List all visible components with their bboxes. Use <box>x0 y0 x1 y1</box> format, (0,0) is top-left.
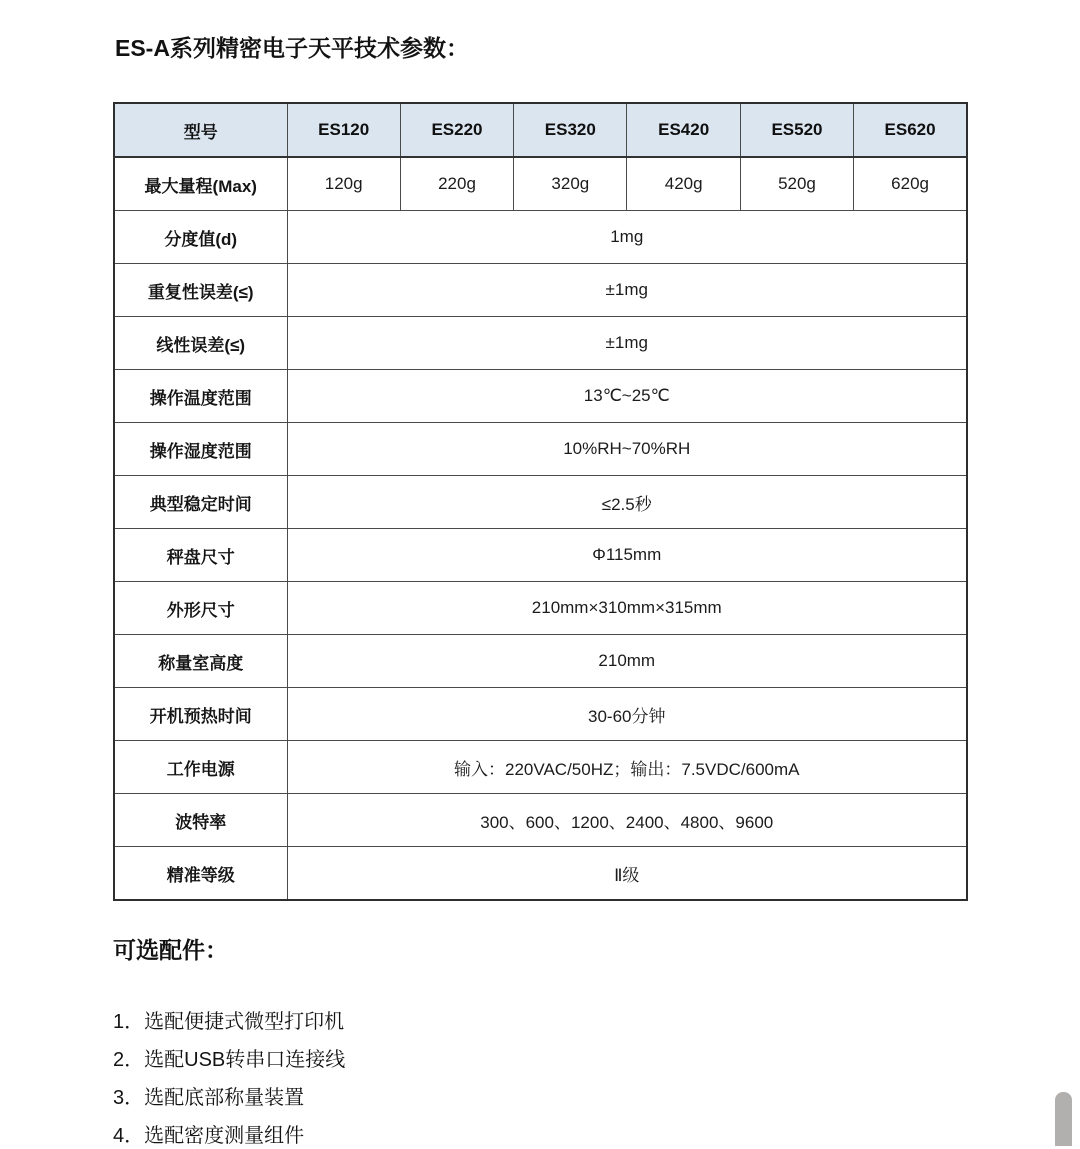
row-label: 最大量程(Max) <box>114 157 287 211</box>
cell-value: 210mm <box>287 635 967 688</box>
cell-value: 520g <box>740 157 853 211</box>
row-label: 分度值(d) <box>114 211 287 264</box>
cell-value: Φ115mm <box>287 529 967 582</box>
table-row <box>114 741 967 794</box>
row-label: 操作温度范围 <box>114 370 287 423</box>
header-cell-model: ES620 <box>854 103 967 157</box>
cell-value: 320g <box>514 157 627 211</box>
table-row <box>114 370 967 423</box>
accessories-list <box>113 1009 1080 1149</box>
table-row <box>114 211 967 264</box>
header-cell-model-label: 型号 <box>114 103 287 157</box>
cell-value: ≤2.5秒 <box>287 476 967 529</box>
table-row <box>114 582 967 635</box>
row-label: 操作湿度范围 <box>114 423 287 476</box>
cell-value: 1mg <box>287 211 967 264</box>
table-row <box>114 635 967 688</box>
page-title: ES-A系列精密电子天平技术参数： <box>115 35 469 61</box>
cell-value: 620g <box>854 157 967 211</box>
table-header-row <box>114 103 967 157</box>
cell-value: 210mm×310mm×315mm <box>287 582 967 635</box>
row-label: 精准等级 <box>114 847 287 901</box>
cell-value: 输入：220VAC/50HZ；输出：7.5VDC/600mA <box>287 741 967 794</box>
cell-value: 220g <box>400 157 513 211</box>
scrollbar-thumb[interactable] <box>1055 1092 1072 1146</box>
spec-table <box>113 102 968 901</box>
header-cell-model: ES220 <box>400 103 513 157</box>
table-row <box>114 264 967 317</box>
row-label: 秤盘尺寸 <box>114 529 287 582</box>
table-row <box>114 688 967 741</box>
list-item: 2．选配USB转串口连接线 <box>113 1049 346 1071</box>
table-row <box>114 794 967 847</box>
row-label: 称量室高度 <box>114 635 287 688</box>
cell-value: 120g <box>287 157 400 211</box>
row-label: 重复性误差(≤) <box>114 264 287 317</box>
row-label: 典型稳定时间 <box>114 476 287 529</box>
list-item: 3．选配底部称量装置 <box>113 1087 305 1109</box>
cell-value: 30-60分钟 <box>287 688 967 741</box>
row-label: 工作电源 <box>114 741 287 794</box>
list-item: 4．选配密度测量组件 <box>113 1125 305 1147</box>
table-row <box>114 529 967 582</box>
table-row <box>114 423 967 476</box>
cell-value: 13℃~25℃ <box>287 370 967 423</box>
table-row <box>114 476 967 529</box>
header-cell-model: ES320 <box>514 103 627 157</box>
row-label: 波特率 <box>114 794 287 847</box>
cell-value: Ⅱ级 <box>287 847 967 901</box>
row-label: 开机预热时间 <box>114 688 287 741</box>
header-cell-model: ES120 <box>287 103 400 157</box>
cell-value: 300、600、1200、2400、4800、9600 <box>287 794 967 847</box>
cell-value: 420g <box>627 157 740 211</box>
header-cell-model: ES420 <box>627 103 740 157</box>
cell-value: ±1mg <box>287 317 967 370</box>
list-item: 1．选配便捷式微型打印机 <box>113 1011 345 1033</box>
table-row-capacity <box>114 157 967 211</box>
table-row <box>114 847 967 901</box>
cell-value: 10%RH~70%RH <box>287 423 967 476</box>
row-label: 线性误差(≤) <box>114 317 287 370</box>
header-cell-model: ES520 <box>740 103 853 157</box>
row-label: 外形尺寸 <box>114 582 287 635</box>
table-row <box>114 317 967 370</box>
cell-value: ±1mg <box>287 264 967 317</box>
accessories-heading: 可选配件： <box>113 937 228 963</box>
